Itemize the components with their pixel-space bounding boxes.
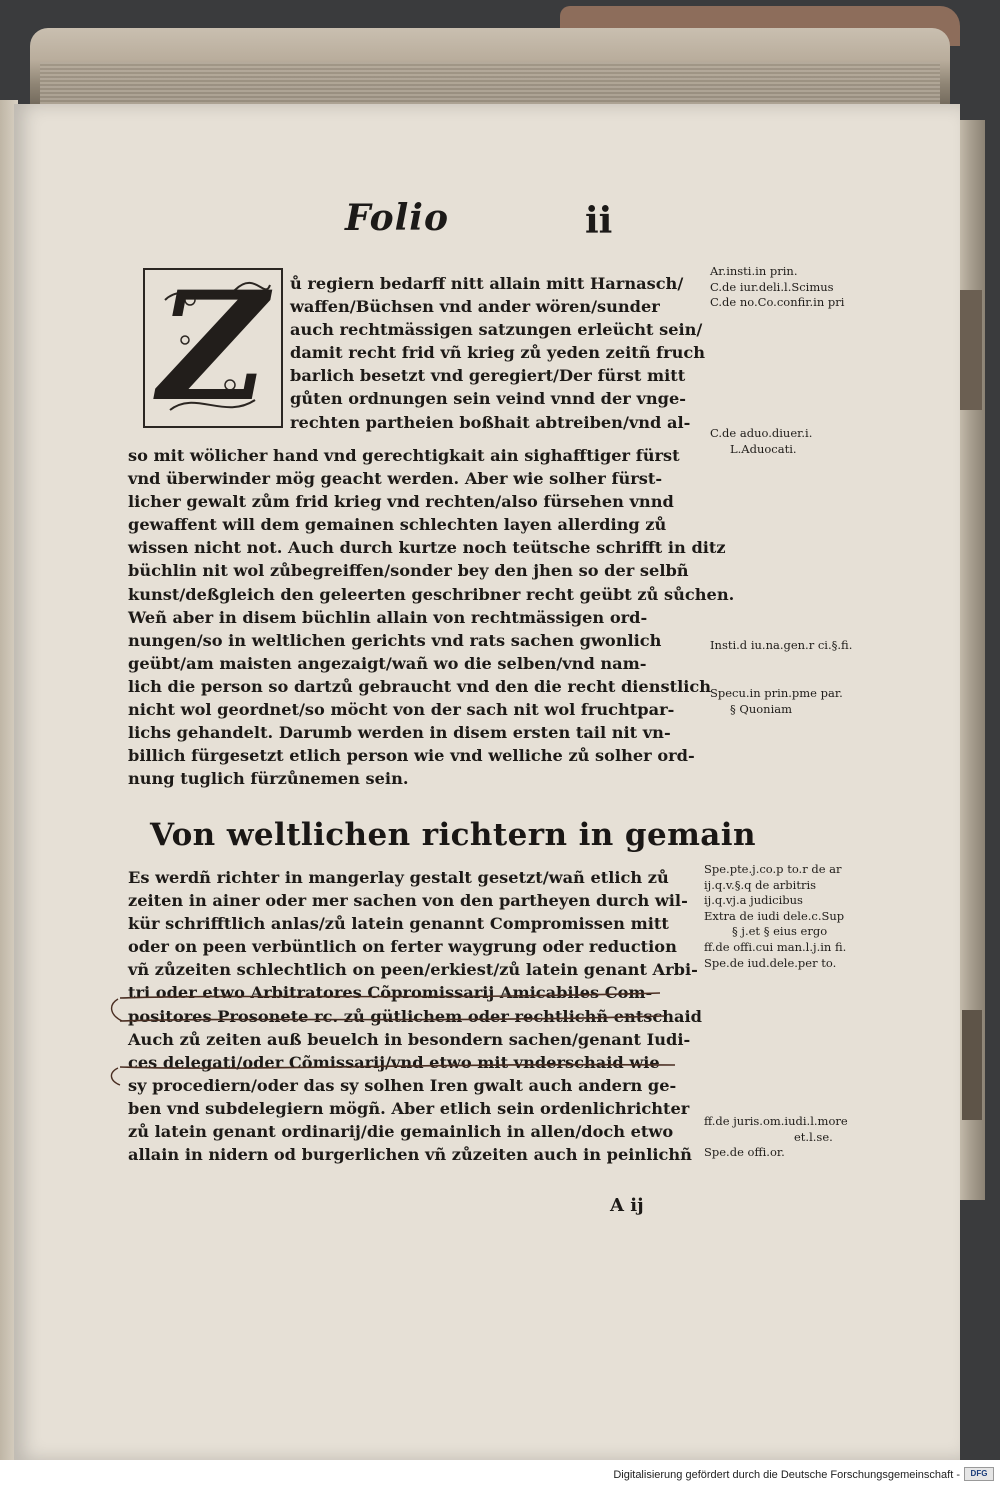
text-line: licher gewalt zům frid krieg vnd rechten/also fürsehen vnnd <box>128 492 674 512</box>
decorated-initial <box>143 259 283 435</box>
text-line: gewaffent will dem gemainen schlechten layen allerding zů <box>128 515 667 535</box>
paragraph-one-full <box>128 444 734 790</box>
handwritten-underline-marks <box>100 985 703 1105</box>
margin-line: ij.q.v.§.q de arbitris <box>704 877 817 892</box>
text-line: Auch zů zeiten auß beuelch in besondern sachen/genant Iudi- <box>128 1029 691 1049</box>
marginal-note <box>710 264 844 311</box>
text-line: lichs gehandelt. Darumb werden in disem ersten tail nit vn- <box>128 723 671 743</box>
text-line: büchlin nit wol zůbegreiffen/sonder bey den jhen so der selbñ <box>128 561 689 581</box>
margin-line: L.Aduocati. <box>730 441 797 456</box>
margin-line: Insti.d iu.na.gen.r ci.§.fi. <box>710 638 853 652</box>
text-line: wissen nicht not. Auch durch kurtze noch teütsche schrifft in ditz <box>128 538 726 558</box>
margin-line: Spe.de offi.or. <box>704 1145 785 1160</box>
marginal-note <box>710 686 843 717</box>
marginal-note <box>704 862 846 971</box>
initial-letter: Z <box>158 259 268 435</box>
margin-line: Extra de iudi dele.c.Sup <box>704 908 845 923</box>
text-line: auch rechtmässigen satzungen erleücht sein/ <box>290 320 703 340</box>
folio-label: Folio <box>345 197 449 239</box>
text-line: lich die person so dartzů gebraucht vnd den die recht dienstlich <box>128 676 712 696</box>
margin-line: et.l.se. <box>794 1129 833 1144</box>
text-line: vñ zůzeiten schlechtlich on peen/erkiest/zů latein genant Arbi- <box>128 960 698 980</box>
text-line: gůten ordnungen sein veind vnnd der vnge- <box>290 389 686 409</box>
margin-line: Spe.pte.j.co.p to.r de ar <box>704 862 842 876</box>
margin-line: § j.et § eius ergo <box>732 924 828 939</box>
footer-bar <box>0 1460 1000 1488</box>
page-stack <box>40 62 940 110</box>
text-line: geübt/am maisten angezaigt/wañ wo die selben/vnd nam- <box>128 653 647 673</box>
margin-line: C.de iur.deli.l.Scimus <box>710 279 834 294</box>
text-line: sy procediern/oder das sy solhen Iren gwalt auch andern ge- <box>128 1075 677 1095</box>
text-line: Es werdñ richter in mangerlay gestalt gesetzt/wañ etlich zů <box>128 868 669 887</box>
marginal-note <box>710 426 812 457</box>
text-line: kunst/deßgleich den geleerten geschribner recht geübt zů sůchen. <box>128 584 735 604</box>
folio-number: ii <box>585 200 613 242</box>
catchword: A ij <box>610 1195 644 1216</box>
text-line: allain in nidern od burgerlichen vñ zůzeiten auch in peinlichñ <box>128 1145 692 1165</box>
text-line: so mit wölicher hand vnd gerechtigkait ain sighafftiger fürst <box>128 446 680 465</box>
margin-line: C.de aduo.diuer.i. <box>710 426 813 440</box>
text-line: ces delegati/oder Cõmissarij/vnd etwo mit vnderschaid wie <box>128 1052 660 1072</box>
right-edge-shadow <box>960 290 982 410</box>
text-line: damit recht frid vñ krieg zů yeden zeitñ fruch <box>290 343 706 363</box>
text-line: zeiten in ainer oder mer sachen von den partheyen durch wil- <box>128 891 688 911</box>
text-line: positores Prosonete rc. zů gütlichem oder rechtlichñ entschaid <box>128 1006 703 1026</box>
text-line: oder on peen verbüntlich on ferter waygrung oder reduction <box>128 937 677 957</box>
text-line: rechten partheien boßhait abtreiben/vnd al- <box>290 412 691 432</box>
text-line: zů latein genant ordinarij/die gemainlich in allen/doch etwo <box>128 1122 674 1142</box>
text-line: nungen/so in weltlichen gerichts vnd rats sachen gwonlich <box>128 630 662 650</box>
text-line: kür schrifftlich anlas/zů latein genannt Compromissen mitt <box>128 914 669 934</box>
text-line: billich fürgesetzt etlich person wie vnd welliche zů solher ord- <box>128 746 695 766</box>
dfg-logo: DFG <box>964 1467 994 1481</box>
marginal-note <box>710 638 852 654</box>
marginal-note <box>704 1114 848 1161</box>
margin-line: ff.de offi.cui man.l.j.in fi. <box>704 939 847 954</box>
text-line: ů regiern bedarff nitt allain mitt Harnasch/ <box>290 274 684 293</box>
margin-line: Spe.de iud.dele.per to. <box>704 955 837 970</box>
text-line: barlich besetzt vnd geregiert/Der fürst mitt <box>290 366 686 386</box>
text-line: nung tuglich fürzůnemen sein. <box>128 769 409 789</box>
paragraph-one-indented <box>290 272 705 434</box>
text-line: ben vnd subdelegiern mögñ. Aber etlich sein ordenlichrichter <box>128 1098 690 1118</box>
text-line: vnd überwinder mög geacht werden. Aber wie solher fürst- <box>128 469 663 489</box>
margin-line: Ar.insti.in prin. <box>710 264 798 278</box>
text-line: waffen/Büchsen vnd ander wören/sunder <box>290 297 660 317</box>
margin-line: C.de no.Co.confir.in pri <box>710 295 845 310</box>
text-line: tri oder etwo Arbitratores Cõpromissarij Amicabiles Com- <box>128 983 653 1003</box>
funding-notice: Digitalisierung gefördert durch die Deutsche Forschungsgemeinschaft - <box>613 1469 960 1481</box>
margin-line: Specu.in prin.pme par. <box>710 686 843 700</box>
text-line: Weñ aber in disem büchlin allain von rechtmässigen ord- <box>128 607 648 627</box>
margin-line: ff.de juris.om.iudi.l.more <box>704 1114 848 1128</box>
right-edge-shadow <box>962 1010 982 1120</box>
margin-line: § Quoniam <box>730 701 793 716</box>
section-heading: Von weltlichen richtern in gemain <box>150 817 756 853</box>
text-line: nicht wol geordnet/so möcht von der sach nit wol fruchtpar- <box>128 700 675 720</box>
margin-line: ij.q.vj.a judicibus <box>704 893 803 908</box>
